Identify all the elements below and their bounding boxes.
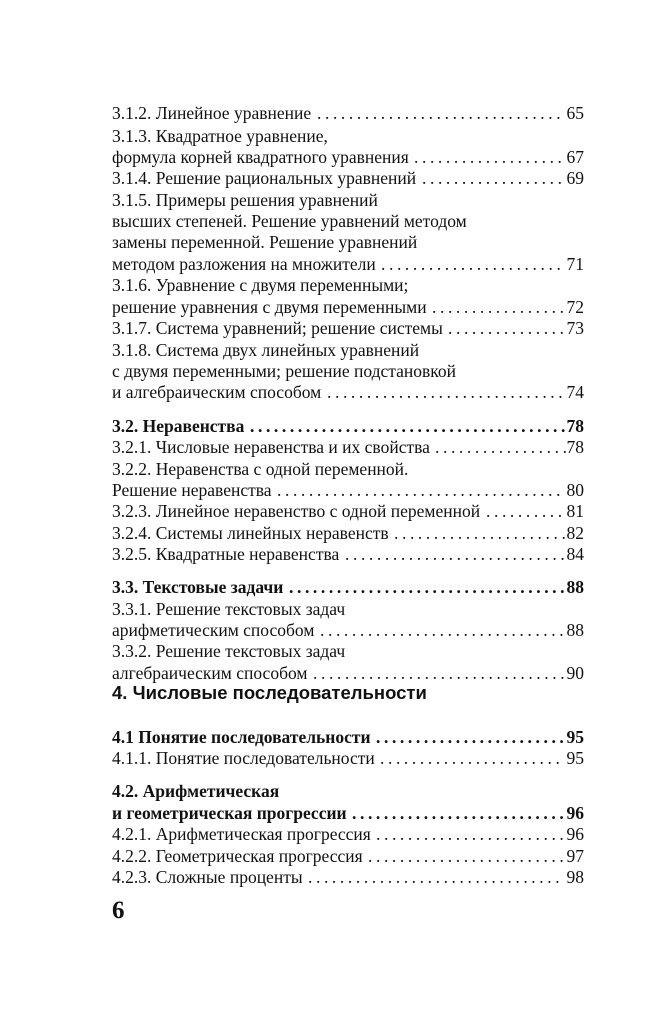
toc-entry bbox=[112, 274, 584, 296]
dot-leader: ................................... bbox=[289, 577, 569, 597]
toc-entry-page: 98 bbox=[566, 867, 584, 887]
toc-entry bbox=[112, 619, 584, 641]
toc-entry-title: и алгебраическим способом bbox=[112, 382, 322, 402]
dot-leader: .................................... bbox=[277, 480, 565, 500]
dot-leader: ...................... bbox=[394, 523, 570, 543]
toc-entry-title: Решение неравенства bbox=[112, 480, 272, 500]
dot-leader: ................................ bbox=[308, 867, 564, 887]
toc-entry bbox=[112, 296, 584, 318]
dot-leader: .................. bbox=[422, 168, 566, 188]
dot-leader: ............................... bbox=[317, 103, 565, 123]
toc-entry bbox=[112, 823, 584, 845]
toc-entry-page: 96 bbox=[566, 803, 584, 823]
toc-entry bbox=[112, 640, 584, 662]
toc-entry bbox=[112, 415, 584, 437]
toc-entry bbox=[112, 576, 584, 598]
toc-entry-title: 3.1.5. Примеры решения уравнений bbox=[112, 190, 378, 210]
page-number: 6 bbox=[112, 897, 125, 924]
toc-entry bbox=[112, 360, 584, 382]
toc-entry bbox=[112, 543, 584, 565]
toc-entry bbox=[112, 167, 584, 189]
toc-entry-title: решение уравнения с двумя переменными bbox=[112, 297, 427, 317]
dot-leader: ........................................ bbox=[250, 416, 569, 436]
dot-leader: ............... bbox=[448, 318, 568, 338]
toc-entry bbox=[112, 458, 584, 480]
toc-entry-title: 4.2.1. Арифметическая прогрессия bbox=[112, 824, 371, 844]
toc-entry-title: методом разложения на множители bbox=[112, 254, 376, 274]
dot-leader: .......... bbox=[486, 501, 566, 521]
toc-entry bbox=[112, 231, 584, 253]
toc-entry bbox=[112, 866, 584, 888]
toc-entry-title: 3.2.4. Системы линейных неравенств bbox=[112, 523, 389, 543]
toc-entry-page: 72 bbox=[566, 297, 584, 317]
toc-entry-title: 3.1.2. Линейное уравнение bbox=[112, 103, 312, 123]
toc-entry-title: 4.2. Арифметическая bbox=[112, 781, 280, 801]
dot-leader: ........................ bbox=[376, 824, 568, 844]
toc-entry bbox=[112, 726, 584, 748]
toc-entry-title: 3.1.3. Квадратное уравнение, bbox=[112, 126, 328, 146]
toc-entry-title: с двумя переменными; решение подстановкой bbox=[112, 361, 457, 381]
toc-entry bbox=[112, 845, 584, 867]
toc-entry-page: 95 bbox=[566, 727, 584, 747]
toc-entry-title: 3.2. Неравенства bbox=[112, 416, 245, 436]
toc-entry-title: 3.2.5. Квадратные неравенства bbox=[112, 544, 340, 564]
toc-entry-title: и геометрическая прогрессии bbox=[112, 803, 347, 823]
toc-entry bbox=[112, 125, 584, 147]
toc-entry-title: 3.3.1. Решение текстовых задач bbox=[112, 599, 346, 619]
toc-entry-page: 96 bbox=[566, 824, 584, 844]
toc-entry-page: 65 bbox=[566, 103, 584, 123]
toc-entry bbox=[112, 210, 584, 232]
toc-entry-page: 95 bbox=[566, 748, 584, 768]
dot-leader: ................. bbox=[435, 437, 571, 457]
toc-entry bbox=[112, 189, 584, 211]
toc-entry bbox=[112, 146, 584, 168]
toc-entry-title: 4.2.3. Сложные проценты bbox=[112, 867, 303, 887]
toc-entry-title: 3.1.8. Система двух линейных уравнений bbox=[112, 340, 420, 360]
toc-entry-page: 80 bbox=[566, 480, 584, 500]
toc-entry-title: замены переменной. Решение уравнений bbox=[112, 232, 418, 252]
toc-entry-title: 3.2.2. Неравенства с одной переменной. bbox=[112, 459, 409, 479]
dot-leader: ................. bbox=[432, 297, 568, 317]
dot-leader: ............................ bbox=[345, 544, 569, 564]
toc-entry bbox=[112, 436, 584, 458]
toc-entry-title: 4.1 Понятие последовательности bbox=[112, 727, 371, 747]
toc-entry-title: 3.2.1. Числовые неравенства и их свойства bbox=[112, 437, 430, 457]
toc-entry-title: 4.1.1. Понятие последовательности bbox=[112, 748, 375, 768]
toc-entry-title: 4.2.2. Геометрическая прогрессия bbox=[112, 846, 363, 866]
toc-entry bbox=[112, 317, 584, 339]
toc-entry bbox=[112, 102, 584, 124]
toc-entry bbox=[112, 802, 584, 824]
toc-entry-title: 3.1.6. Уравнение с двумя переменными; bbox=[112, 275, 409, 295]
dot-leader: .............................. bbox=[327, 382, 567, 402]
toc-entry-page: 88 bbox=[566, 620, 584, 640]
toc-entry-page: 69 bbox=[566, 168, 584, 188]
toc-entry-title: арифметическим способом bbox=[112, 620, 315, 640]
toc-entry-page: 90 bbox=[566, 663, 584, 683]
toc-entry bbox=[112, 598, 584, 620]
toc-entry-page: 74 bbox=[566, 382, 584, 402]
toc-entry-page: 78 bbox=[566, 437, 584, 457]
dot-leader: ........................... bbox=[352, 803, 568, 823]
toc-entry-page: 73 bbox=[566, 318, 584, 338]
dot-leader: ......................... bbox=[368, 846, 568, 866]
toc-entry bbox=[112, 662, 584, 684]
dot-leader: ....................... bbox=[380, 748, 564, 768]
chapter-heading: 4. Числовые последовательности bbox=[112, 682, 427, 703]
toc-entry-title: 3.3.2. Решение текстовых задач bbox=[112, 641, 346, 661]
toc-entry-title: 3.1.7. Система уравнений; решение системы bbox=[112, 318, 443, 338]
toc-entry bbox=[112, 339, 584, 361]
toc-entry bbox=[112, 747, 584, 769]
toc-entry bbox=[112, 500, 584, 522]
toc-entry-page: 97 bbox=[566, 846, 584, 866]
toc-entry bbox=[112, 253, 584, 275]
dot-leader: ................... bbox=[414, 147, 566, 167]
dot-leader: ............................... bbox=[320, 620, 568, 640]
toc-entry bbox=[112, 780, 584, 802]
toc-entry-page: 81 bbox=[566, 501, 584, 521]
toc-entry-page: 82 bbox=[566, 523, 584, 543]
dot-leader: ........................ bbox=[376, 727, 568, 747]
toc-entry-page: 71 bbox=[566, 254, 584, 274]
dot-leader: ....................... bbox=[381, 254, 565, 274]
toc-entry bbox=[112, 381, 584, 403]
toc-entry bbox=[112, 522, 584, 544]
toc-entry-title: 3.3. Текстовые задачи bbox=[112, 577, 284, 597]
toc-entry bbox=[112, 479, 584, 501]
toc-entry-page: 67 bbox=[566, 147, 584, 167]
toc-entry-title: высших степеней. Решение уравнений методом bbox=[112, 211, 467, 231]
toc-entry-page: 84 bbox=[566, 544, 584, 564]
dot-leader: ................................ bbox=[313, 663, 569, 683]
toc-entry-title: формула корней квадратного уравнения bbox=[112, 147, 409, 167]
toc-entry-title: 3.1.4. Решение рациональных уравнений bbox=[112, 168, 417, 188]
toc-entry-page: 78 bbox=[566, 416, 584, 436]
toc-entry-title: 3.2.3. Линейное неравенство с одной переменной bbox=[112, 501, 481, 521]
toc-entry-page: 88 bbox=[566, 577, 584, 597]
toc-entry-title: алгебраическим способом bbox=[112, 663, 308, 683]
